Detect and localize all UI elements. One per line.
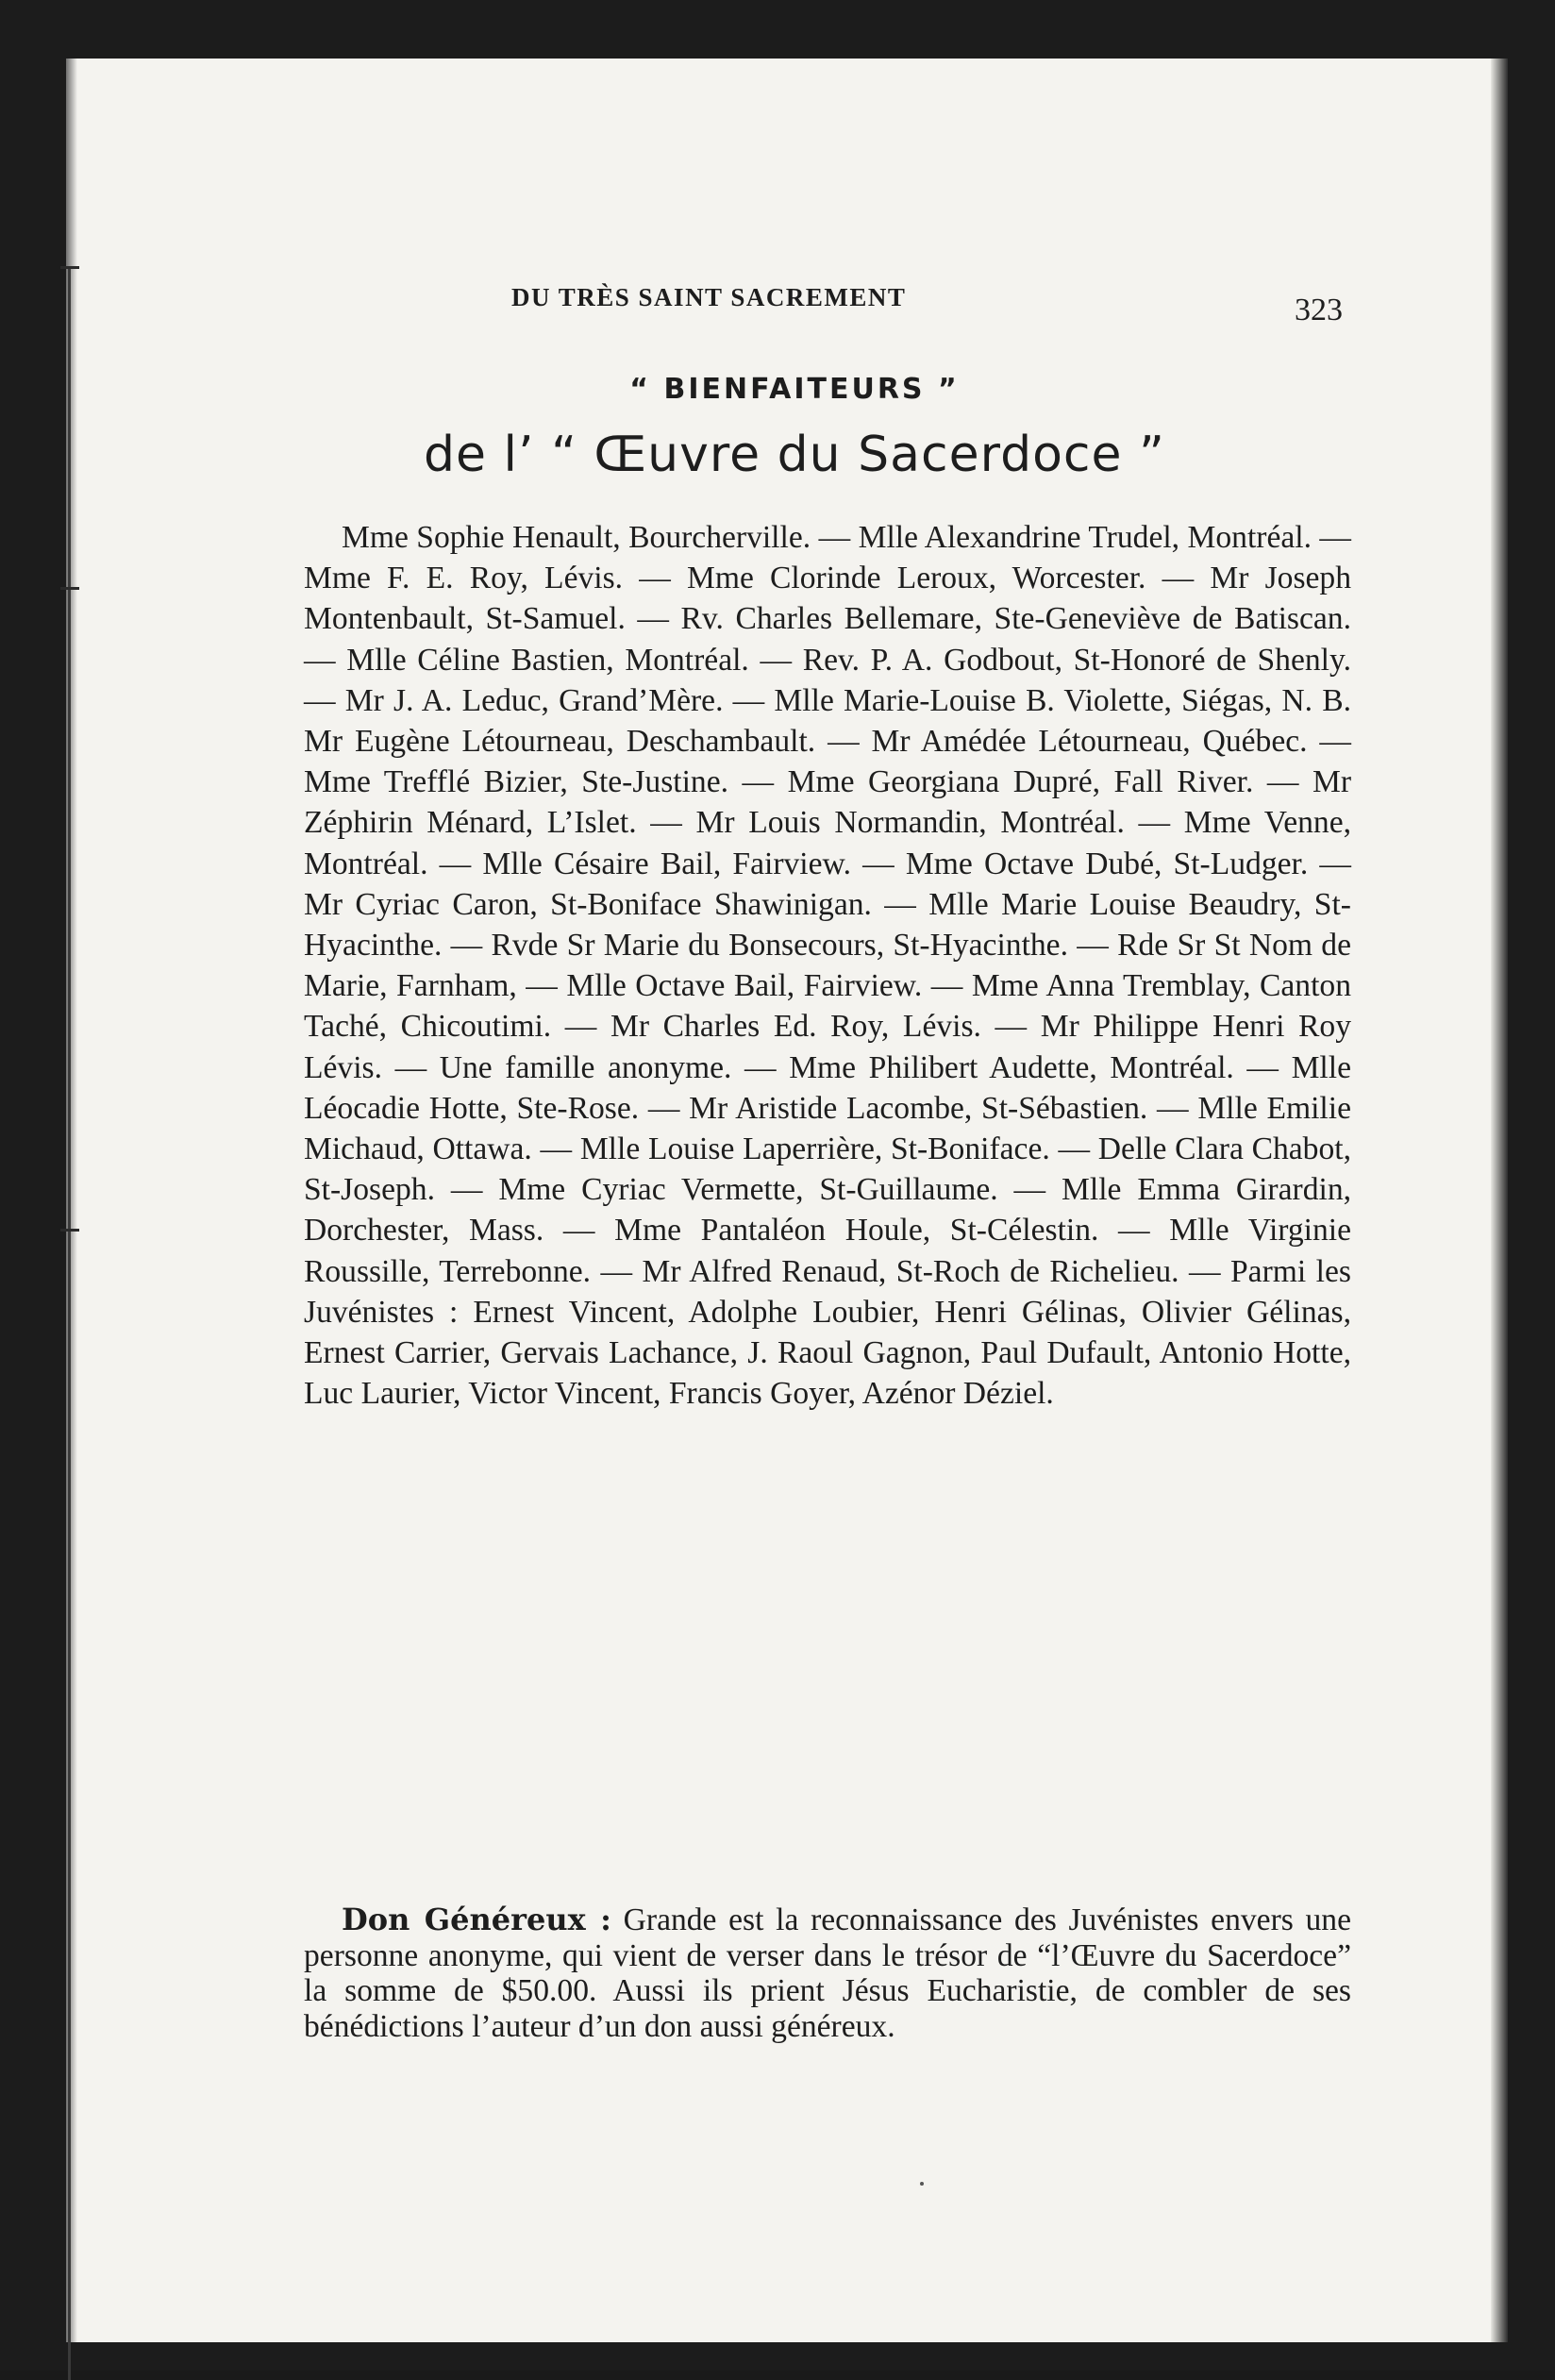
gutter-line <box>68 266 71 2380</box>
gutter-tick <box>60 1229 79 1232</box>
page-content <box>238 217 1352 2044</box>
don-label: Don Généreux : <box>342 1902 611 1937</box>
benefactors-paragraph: Mme Sophie Henault, Bourcherville. — Mlle Alexandrine Trudel, Montréal. — Mme F. E. Roy, Lévis. — Mme Clorinde Leroux, Worcester. — Mr Joseph Montenbault, St-Samuel. — Rv. Charles Bellemare, Ste-Geneviève de Batiscan. — Mlle Céline Bastien, Montréal. — Rev. P. A. Godbout, St-Honoré de Shenly. — Mr J. A. Leduc, Grand’Mère. — Mlle Marie-Louise B. Violette, Siégas, N. B. Mr Eugène Létourneau, Deschambault. — Mr Amédée Létourneau, Québec. — Mme Trefflé Bizier, Ste-Justine. — Mme Georgiana Dupré, Fall River. — Mr Zéphirin Ménard, L’Islet. — Mr Louis Normandin, Montréal. — Mme Venne, Montréal. — Mlle Césaire Bail, Fairview. — Mme Octave Dubé, St-Ludger. — Mr Cyriac Caron, St-Boniface Shawinigan. — Mlle Marie Louise Beaudry, St-Hyacinthe. — Rvde Sr Marie du Bonsecours, St-Hyacinthe. — Rde Sr St Nom de Marie, Farnham, — Mlle Octave Bail, Fairview. — Mme Anna Tremblay, Canton Taché, Chicoutimi. — Mr Charles Ed. Roy, Lévis. — Mr Philippe Henri Roy Lévis. — Une famille anonyme. — Mme Philibert Audette, Montréal. — Mlle Léocadie Hotte, Ste-Rose. — Mr Aristide Lacombe, St-Sébastien. — Mlle Emilie Michaud, Ottawa. — Mlle Louise Laperrière, St-Boniface. — Delle Clara Chabot, St-Joseph. — Mme Cyriac Vermette, St-Guillaume. — Mlle Emma Girardin, Dorchester, Mass. — Mme Pantaléon Houle, St-Célestin. — Mlle Virginie Roussille, Terrebonne. — Mr Alfred Renaud, St-Roch de Richelieu. — Parmi les Juvénistes : Ernest Vincent, Adolphe Loubier, Henri Gélinas, Olivier Gélinas, Ernest Carrier, Gervais Lachance, J. Raoul Gagnon, Paul Dufault, Antonio Hotte, Luc Laurier, Victor Vincent, Francis Goyer, Azénor Déziel. <box>304 520 1351 1412</box>
running-head <box>238 217 1351 327</box>
page-edge <box>1491 59 1508 2342</box>
section-kicker: “ BIENFAITEURS ” <box>629 373 960 406</box>
book-page <box>66 59 1508 2342</box>
don-paragraph <box>304 1902 1351 2044</box>
gutter-tick <box>60 266 79 269</box>
scan-speck <box>920 2182 924 2186</box>
running-title: DU TRÈS SAINT SACREMENT <box>511 283 907 311</box>
gutter-tick <box>60 587 79 590</box>
section-title: de l’ “ Œuvre du Sacerdoce ” <box>424 427 1165 483</box>
don-text: Grande est la reconnaissance des Juvénistes envers une personne anonyme, qui vient de verser dans le trésor de “l’Œuvre du Sacerdoce” la somme de $50.00. Aussi ils prient Jésus Eucharistie, de combler de ses bénédictions l’auteur d’un don aussi généreux. <box>304 1902 1352 2044</box>
page-number: 323 <box>1295 293 1343 327</box>
